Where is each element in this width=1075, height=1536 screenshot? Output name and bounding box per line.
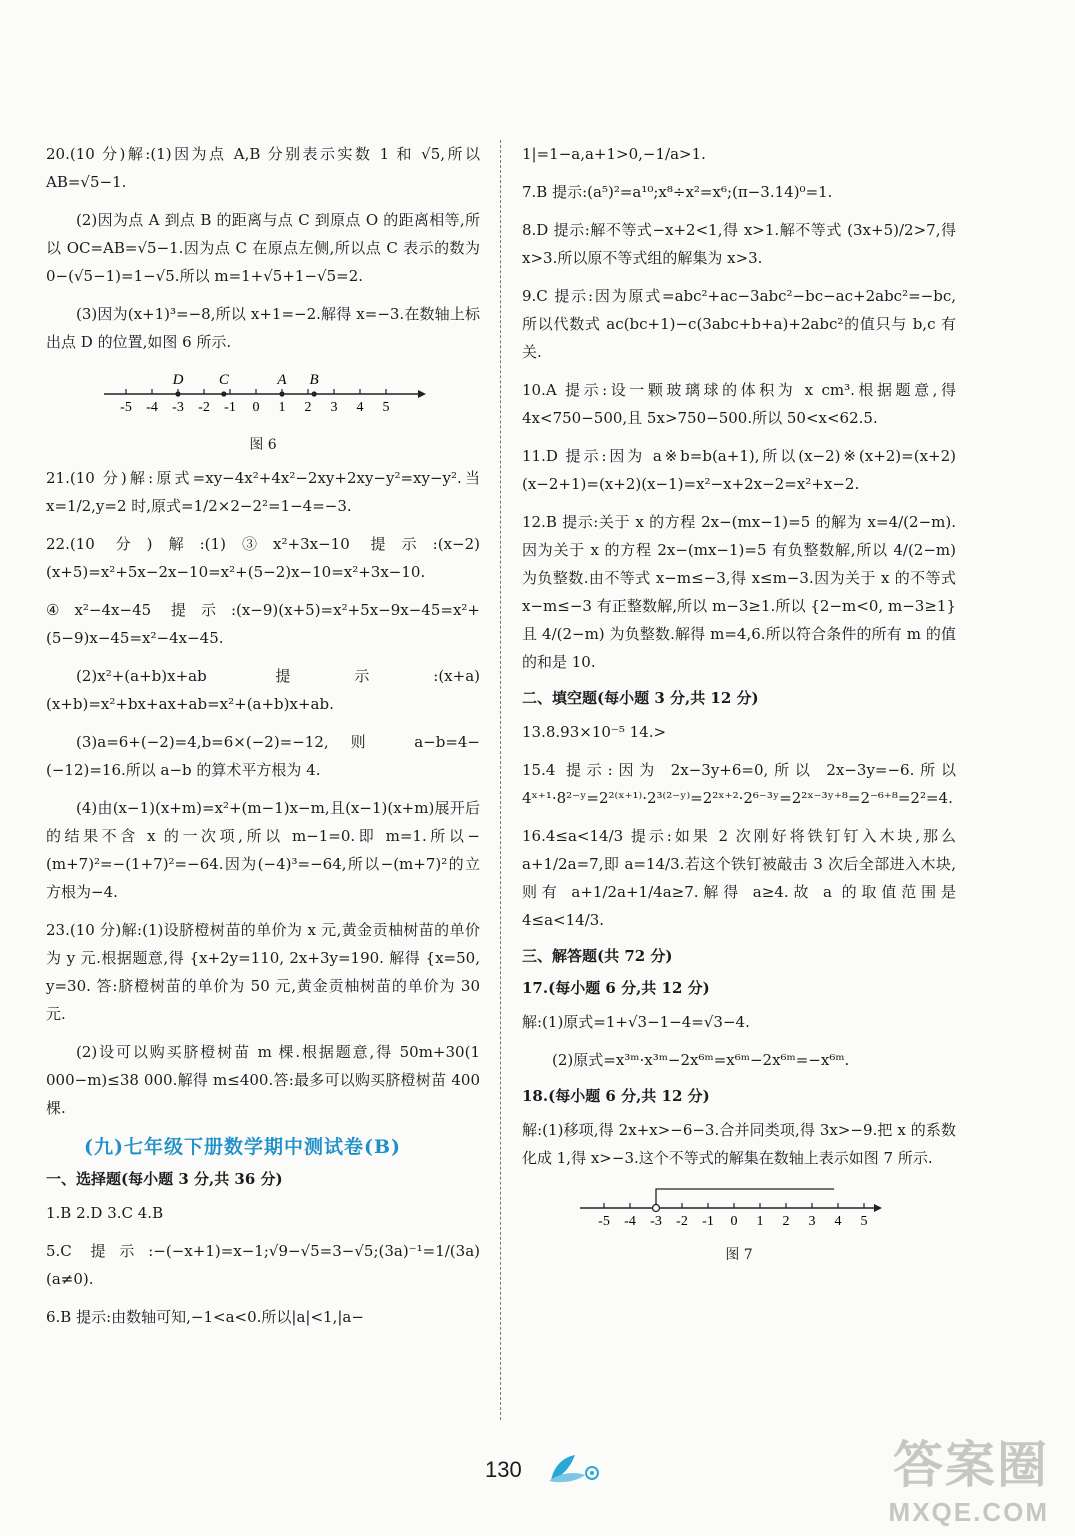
tick-label: 5 (382, 400, 390, 415)
q17-part2: (2)原式=x³ᵐ·x³ᵐ−2x⁶ᵐ=x⁶ᵐ−2x⁶ᵐ=−x⁶ᵐ. (552, 1051, 850, 1069)
point-label: D (172, 372, 184, 388)
tick-label: 4 (834, 1214, 842, 1229)
figure-6-number-line (46, 366, 480, 422)
tick-label: 5 (860, 1214, 868, 1229)
q22-part5: (4)由(x−1)(x+m)=x²+(m−1)x−m,且(x−1)(x+m)展开后的结果不含 x 的一次项,所以 m−1=0.即 m=1.所以−(m+7)²=−(1+7)²=−64.因为(−4)³=−64,所以−(m+7)²的立方根为−4. (46, 799, 480, 901)
tick-label: -4 (146, 400, 158, 415)
q21: 21.(10 分)解:原式=xy−4x²+4x²−2xy+2xy−y²=xy−y².当 x=1/2,y=2 时,原式=1/2×2−2²=1−4=−3. (46, 469, 480, 515)
q7: 7.B 提示:(a⁵)²=a¹⁰;x⁸÷x²=x⁶;(π−3.14)⁰=1. (522, 183, 833, 201)
tick-label: 2 (304, 400, 312, 415)
point-label: C (218, 372, 229, 388)
q20-part3: (3)因为(x+1)³=−8,所以 x+1=−2.解得 x=−3.在数轴上标出点 D 的位置,如图 6 所示. (46, 305, 480, 351)
q11: 11.D 提示:因为 a※b=b(a+1),所以(x−2)※(x+2)=(x+2)(x−2+1)=(x+2)(x−1)=x²−x+2x−2=x²+x−2. (522, 447, 956, 493)
tick-label: 4 (356, 400, 364, 415)
section-title: (九)七年级下册数学期中测试卷(B) (84, 1136, 402, 1158)
watermark (889, 1425, 1049, 1528)
q22-part2: ④x²−4x−45 提示:(x−9)(x+5)=x²+5x−9x−45=x²+(5−9)x−45=x²−4x−45. (46, 601, 480, 647)
number-line-6 (46, 366, 480, 422)
tick-label: -1 (702, 1214, 714, 1229)
point-marker (279, 391, 284, 396)
q5: 5.C 提示:−(−x+1)=x−1;√9−√5=3−√5;(3a)⁻¹=1/(3a)(a≠0). (46, 1242, 480, 1288)
number-line-7 (522, 1182, 956, 1232)
q17-heading: 17.(每小题 6 分,共 12 分) (522, 979, 710, 997)
q16: 16.4≤a<14/3 提示:如果 2 次刚好将铁钉钉入木块,那么 a+1/2a=7,即 a=14/3.若这个铁钉被敲击 3 次后全部进入木块,则有 a+1/2a+1/4a≥7.解得 a≥4.故 a 的取值范围是 4≤a<14/3. (522, 827, 956, 929)
point-label: B (309, 372, 319, 388)
tick-label: -4 (624, 1214, 636, 1229)
tick-label: -2 (676, 1214, 688, 1229)
part1-heading: 一、选择题(每小题 3 分,共 36 分) (46, 1170, 283, 1188)
tick-label: -5 (598, 1214, 610, 1229)
q17-part1: 解:(1)原式=1+√3−1−4=√3−4. (522, 1013, 750, 1031)
q20-part1: 20.(10 分)解:(1)因为点 A,B 分别表示实数 1 和 √5,所以 AB=√5−1. (46, 145, 480, 191)
right-column (522, 140, 956, 1274)
tick-label: 0 (730, 1214, 738, 1229)
column-divider (500, 140, 501, 1420)
leaf-logo-icon (545, 1451, 601, 1489)
solution-ray (656, 1189, 834, 1205)
tick-label: 0 (252, 400, 260, 415)
q22-part4: (3)a=6+(−2)=4,b=6×(−2)=−12,则 a−b=4−(−12)=16.所以 a−b 的算术平方根为 4. (46, 733, 480, 779)
tick-label: -3 (650, 1214, 662, 1229)
q12: 12.B 提示:关于 x 的方程 2x−(mx−1)=5 的解为 x=4/(2−m).因为关于 x 的方程 2x−(mx−1)=5 有负整数解,所以 4/(2−m) 为负整数.由不等式 x−m≤−3,得 x≤m−3.因为关于 x 的不等式 x−m≤−3 有正整数解,所以 m−3≥1.所以 {2−m<0, m−3≥1} 且 4/(2−m) 为负整数.解得 m=4,6.所以符合条件的所有 m 的值的和是 10. (522, 513, 956, 671)
part3-heading: 三、解答题(共 72 分) (522, 947, 673, 965)
axis-arrow (874, 1204, 882, 1212)
figure-6-caption: 图 6 (249, 437, 277, 453)
figure-7-caption: 图 7 (725, 1247, 753, 1263)
watermark-text: 答案圈 (893, 1437, 1049, 1493)
left-column (46, 140, 480, 1341)
watermark-url: MXQE.COM (888, 1497, 1049, 1527)
open-circle-marker (653, 1205, 660, 1212)
point-label: A (277, 372, 287, 388)
point-marker (312, 391, 317, 396)
q22-part3: (2)x²+(a+b)x+ab 提示:(x+a)(x+b)=x²+bx+ax+ab=x²+(a+b)x+ab. (46, 667, 480, 713)
part2-heading: 二、填空题(每小题 3 分,共 12 分) (522, 689, 759, 707)
tick-label: -5 (120, 400, 132, 415)
q10: 10.A 提示:设一颗玻璃球的体积为 x cm³.根据题意,得 4x<750−500,且 5x>750−500.所以 50<x<62.5. (522, 381, 956, 427)
tick-label: 3 (330, 400, 338, 415)
q15: 15.4 提示:因为 2x−3y+6=0,所以 2x−3y=−6.所以 4ˣ⁺¹·8²⁻ʸ=2²⁽ˣ⁺¹⁾·2³⁽²⁻ʸ⁾=2²ˣ⁺²·2⁶⁻³ʸ=2²ˣ⁻³ʸ⁺⁸=2⁻⁶⁺⁸=2²=4. (522, 761, 956, 807)
q18-heading: 18.(每小题 6 分,共 12 分) (522, 1087, 710, 1105)
page-number: 130 (485, 1457, 522, 1482)
q23-part2: (2)设可以购买脐橙树苗 m 棵.根据题意,得 50m+30(1 000−m)≤38 000.解得 m≤400.答:最多可以购买脐橙树苗 400 棵. (46, 1043, 480, 1117)
point-marker (175, 391, 180, 396)
axis-arrow (418, 390, 426, 398)
tick-label: 2 (782, 1214, 790, 1229)
q9: 9.C 提示:因为原式=abc²+ac−3abc²−bc−ac+2abc²=−bc,所以代数式 ac(bc+1)−c(3abc+b+a)+2abc²的值只与 b,c 有关. (522, 287, 956, 361)
point-marker (221, 391, 226, 396)
q18-part1: 解:(1)移项,得 2x+x>−6−3.合并同类项,得 3x>−9.把 x 的系数化成 1,得 x>−3.这个不等式的解集在数轴上表示如图 7 所示. (522, 1121, 956, 1167)
figure-7-number-line (522, 1182, 956, 1232)
q8: 8.D 提示:解不等式−x+2<1,得 x>1.解不等式 (3x+5)/2>7,得 x>3.所以原不等式组的解集为 x>3. (522, 221, 956, 267)
q6: 6.B 提示:由数轴可知,−1<a<0.所以|a|<1,|a− (46, 1308, 364, 1326)
tick-label: -3 (172, 400, 184, 415)
q6-continued: 1|=1−a,a+1>0,−1/a>1. (522, 145, 706, 163)
answers-13-14: 13.8.93×10⁻⁵ 14.> (522, 723, 667, 741)
tick-label: 1 (278, 400, 286, 415)
tick-label: -2 (198, 400, 210, 415)
answers-1-4: 1.B 2.D 3.C 4.B (46, 1204, 164, 1222)
q22-part1: 22.(10 分)解:(1)③x²+3x−10 提示:(x−2)(x+5)=x²+5x−2x−10=x²+(5−2)x−10=x²+3x−10. (46, 535, 480, 581)
q23-part1: 23.(10 分)解:(1)设脐橙树苗的单价为 x 元,黄金贡柚树苗的单价为 y 元.根据题意,得 {x+2y=110, 2x+3y=190. 解得 {x=50, y=30. 答:脐橙树苗的单价为 50 元,黄金贡柚树苗的单价为 30 元. (46, 921, 480, 1023)
tick-label: -1 (224, 400, 236, 415)
q20-part2: (2)因为点 A 到点 B 的距离与点 C 到原点 O 的距离相等,所以 OC=AB=√5−1.因为点 C 在原点左侧,所以点 C 表示的数为 0−(√5−1)=1−√5.所以 m=1+√5+1−√5=2. (46, 211, 480, 285)
tick-label: 1 (756, 1214, 764, 1229)
tick-label: 3 (808, 1214, 816, 1229)
